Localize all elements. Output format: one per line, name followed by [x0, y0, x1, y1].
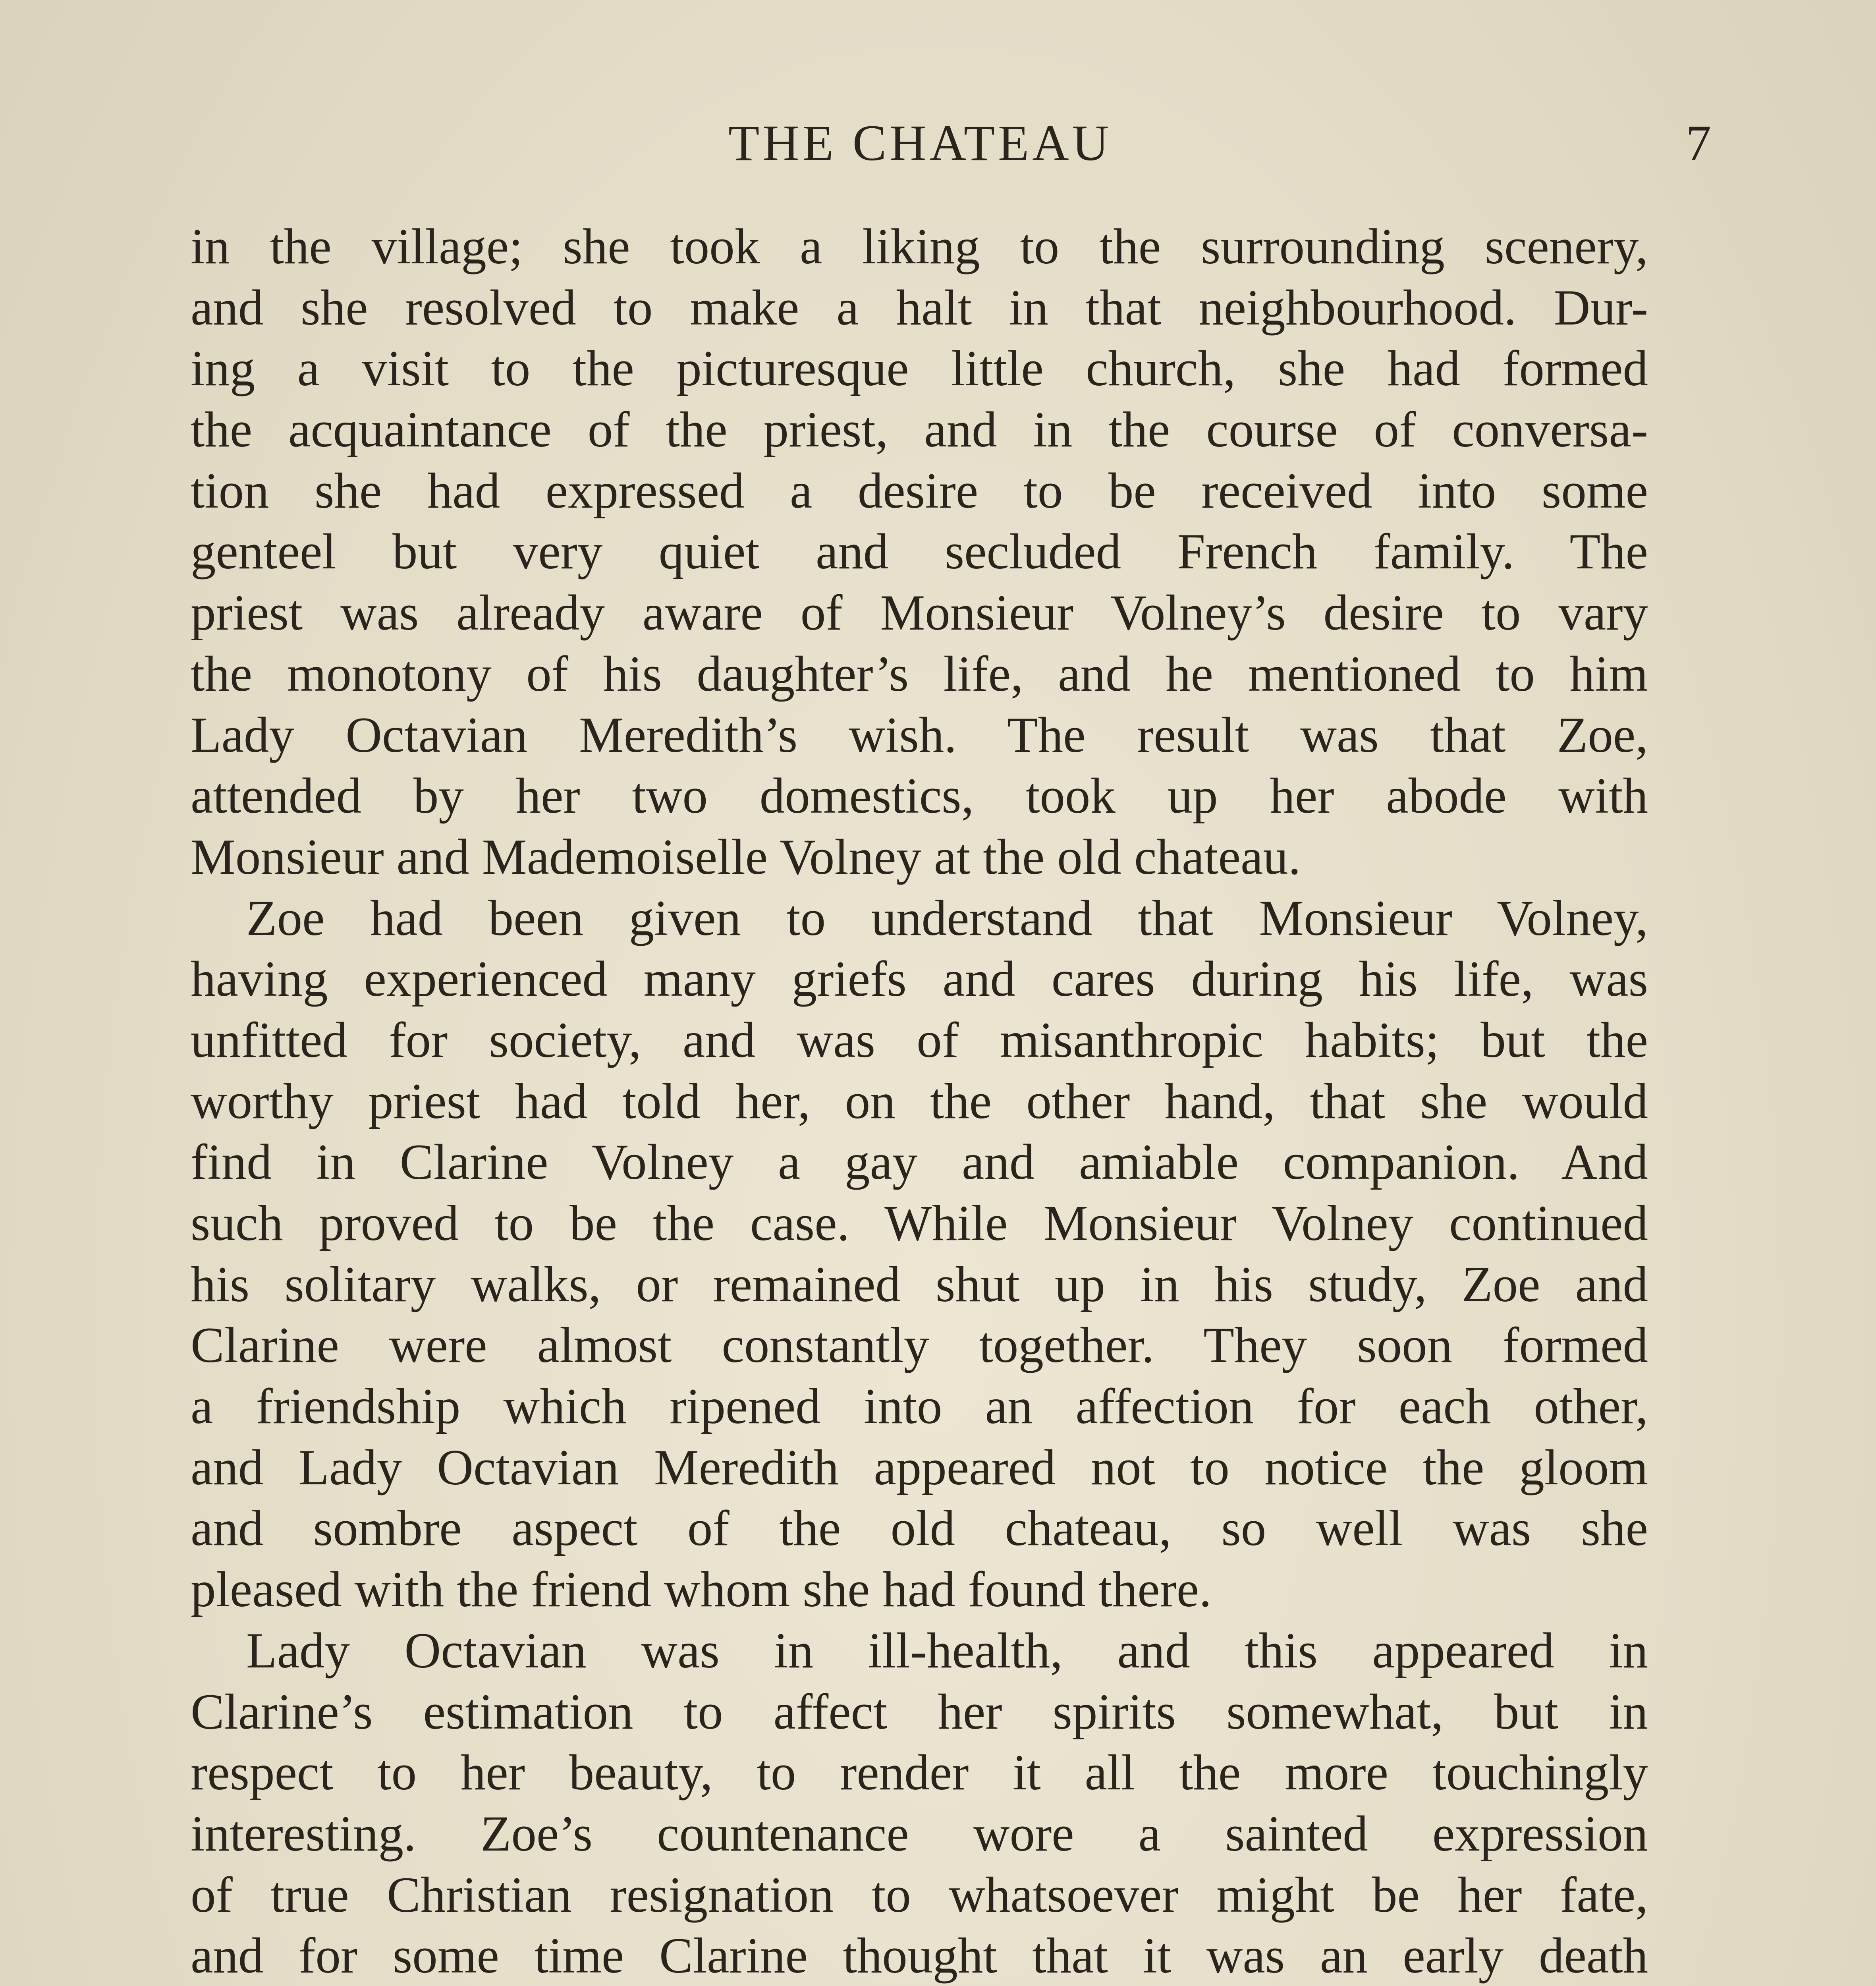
- text-line: priest was already aware of Monsieur Volney’s desire to vary: [191, 585, 1648, 641]
- text-line: having experienced many griefs and cares during his life, was: [191, 951, 1648, 1007]
- text-line: tion she had expressed a desire to be received into some: [191, 463, 1648, 519]
- page-number: 7: [1686, 115, 1711, 171]
- text-line: the acquaintance of the priest, and in the course of conversa-: [191, 402, 1648, 458]
- running-head: [191, 107, 1711, 179]
- text-line: and for some time Clarine thought that it was an early death: [191, 1928, 1648, 1984]
- text-line: such proved to be the case. While Monsieur Volney continued: [191, 1196, 1648, 1251]
- text-line: Monsieur and Mademoiselle Volney at the old chateau.: [191, 829, 1301, 885]
- body-text: [191, 216, 1648, 1986]
- text-line: interesting. Zoe’s countenance wore a sainted expression: [191, 1806, 1648, 1862]
- text-line: in the village; she took a liking to the surrounding scenery,: [191, 219, 1648, 274]
- text-line: Clarine were almost constantly together. They soon formed: [191, 1318, 1648, 1374]
- text-line: of true Christian resignation to whatsoever might be her fate,: [191, 1867, 1648, 1923]
- paragraph-2: [191, 888, 1648, 1621]
- text-line: ing a visit to the picturesque little church, she had formed: [191, 341, 1648, 397]
- text-line: unfitted for society, and was of misanthropic habits; but the: [191, 1012, 1648, 1068]
- paragraph-3: [191, 1621, 1648, 1986]
- text-line: Lady Octavian Meredith’s wish. The result was that Zoe,: [191, 707, 1648, 763]
- text-line: and sombre aspect of the old chateau, so well was she: [191, 1501, 1648, 1557]
- text-line: and Lady Octavian Meredith appeared not to notice the gloom: [191, 1439, 1648, 1495]
- text-line: Clarine’s estimation to affect her spirits somewhat, but in: [191, 1684, 1648, 1740]
- text-line: find in Clarine Volney a gay and amiable companion. And: [191, 1134, 1648, 1190]
- text-line: a friendship which ripened into an affection for each other,: [191, 1379, 1648, 1435]
- running-title: THE CHATEAU: [728, 115, 1112, 171]
- text-line: attended by her two domestics, took up her abode with: [191, 768, 1648, 824]
- text-line: and she resolved to make a halt in that neighbourhood. Dur-: [191, 280, 1648, 336]
- text-line: respect to her beauty, to render it all the more touchingly: [191, 1745, 1648, 1801]
- text-line: his solitary walks, or remained shut up in his study, Zoe and: [191, 1256, 1648, 1312]
- text-line: genteel but very quiet and secluded French family. The: [191, 524, 1648, 580]
- text-line: the monotony of his daughter’s life, and he mentioned to him: [191, 646, 1648, 702]
- paragraph-1: [191, 216, 1648, 888]
- text-line: Zoe had been given to understand that Monsieur Volney,: [246, 890, 1648, 946]
- text-line: worthy priest had told her, on the other hand, that she would: [191, 1073, 1648, 1129]
- text-line: Lady Octavian was in ill-health, and this appeared in: [246, 1623, 1648, 1679]
- text-line: pleased with the friend whom she had found there.: [191, 1562, 1212, 1618]
